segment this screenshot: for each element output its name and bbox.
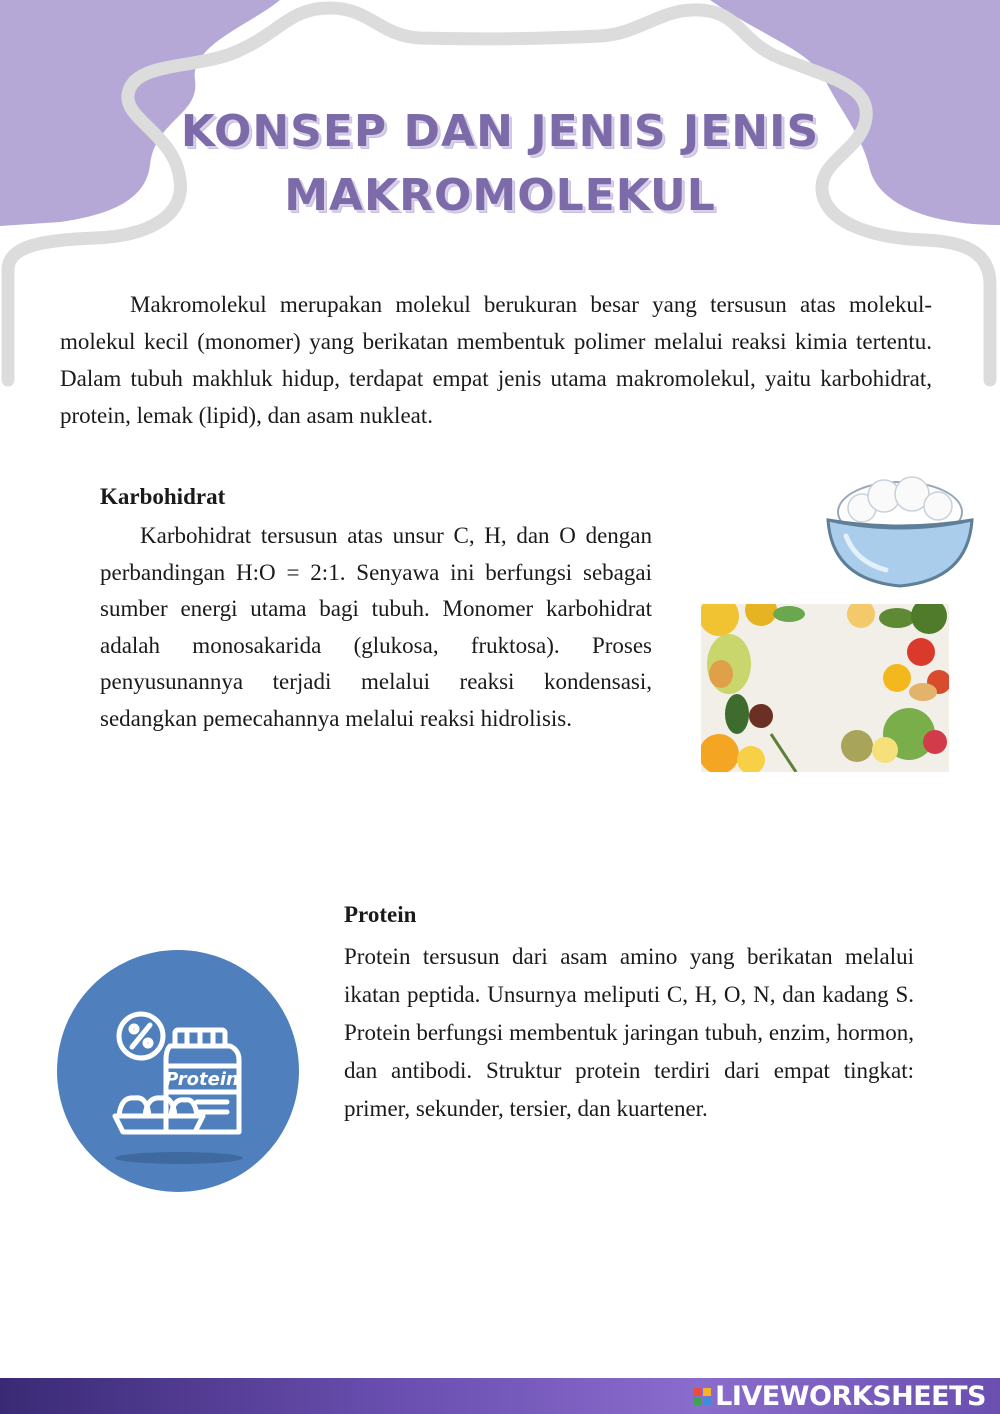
title-line-1: KONSEP DAN JENIS JENIS [180,106,820,157]
title-line-2: MAKROMOLEKUL [284,170,716,221]
rice-bowl-icon [822,470,978,590]
protein-illustration [57,950,299,1192]
protein-jar-label: Protein [165,1069,239,1090]
liveworksheets-brand: LIVEWORKSHEETS [715,1380,986,1412]
protein-heading: Protein [344,902,417,927]
liveworksheets-logo[interactable] [694,1379,986,1413]
protein-paragraph: Protein tersusun dari asam amino yang berikatan melalui ikatan peptida. Unsurnya meliputi C, H, O, N, dan kadang S. Protein berfungsi membentuk jaringan tubuh, enzim, hormon, dan antibodi. Struktur protein terdiri dari empat tingkat: primer, sekunder, tersier, dan kuartener. [344,944,914,1121]
liveworksheets-grid-icon [694,1388,711,1405]
page-title [180,100,820,228]
karbohidrat-heading: Karbohidrat [100,484,226,509]
intro-paragraph: Makromolekul merupakan molekul berukuran besar yang tersusun atas molekul-molekul kecil (monomer) yang berikatan membentuk polimer melalui reaksi kimia tertentu. Dalam tubuh makhluk hidup, terdapat empat jenis utama makromolekul, yaitu karbohidrat, protein, lemak (lipid), dan asam nukleat. [60,292,932,428]
vegetables-image [701,604,949,772]
karbohidrat-paragraph: Karbohidrat tersusun atas unsur C, H, dan O dengan perbandingan H:O = 2:1. Senyawa ini berfungsi sebagai sumber energi utama bagi tubuh. Monomer karbohidrat adalah monosakarida (glukosa, fruktosa). Proses penyusunannya terjadi melalui reaksi kondensasi, sedangkan pemecahannya melalui reaksi hidrolisis. [100,523,652,731]
food-photo [701,604,949,772]
